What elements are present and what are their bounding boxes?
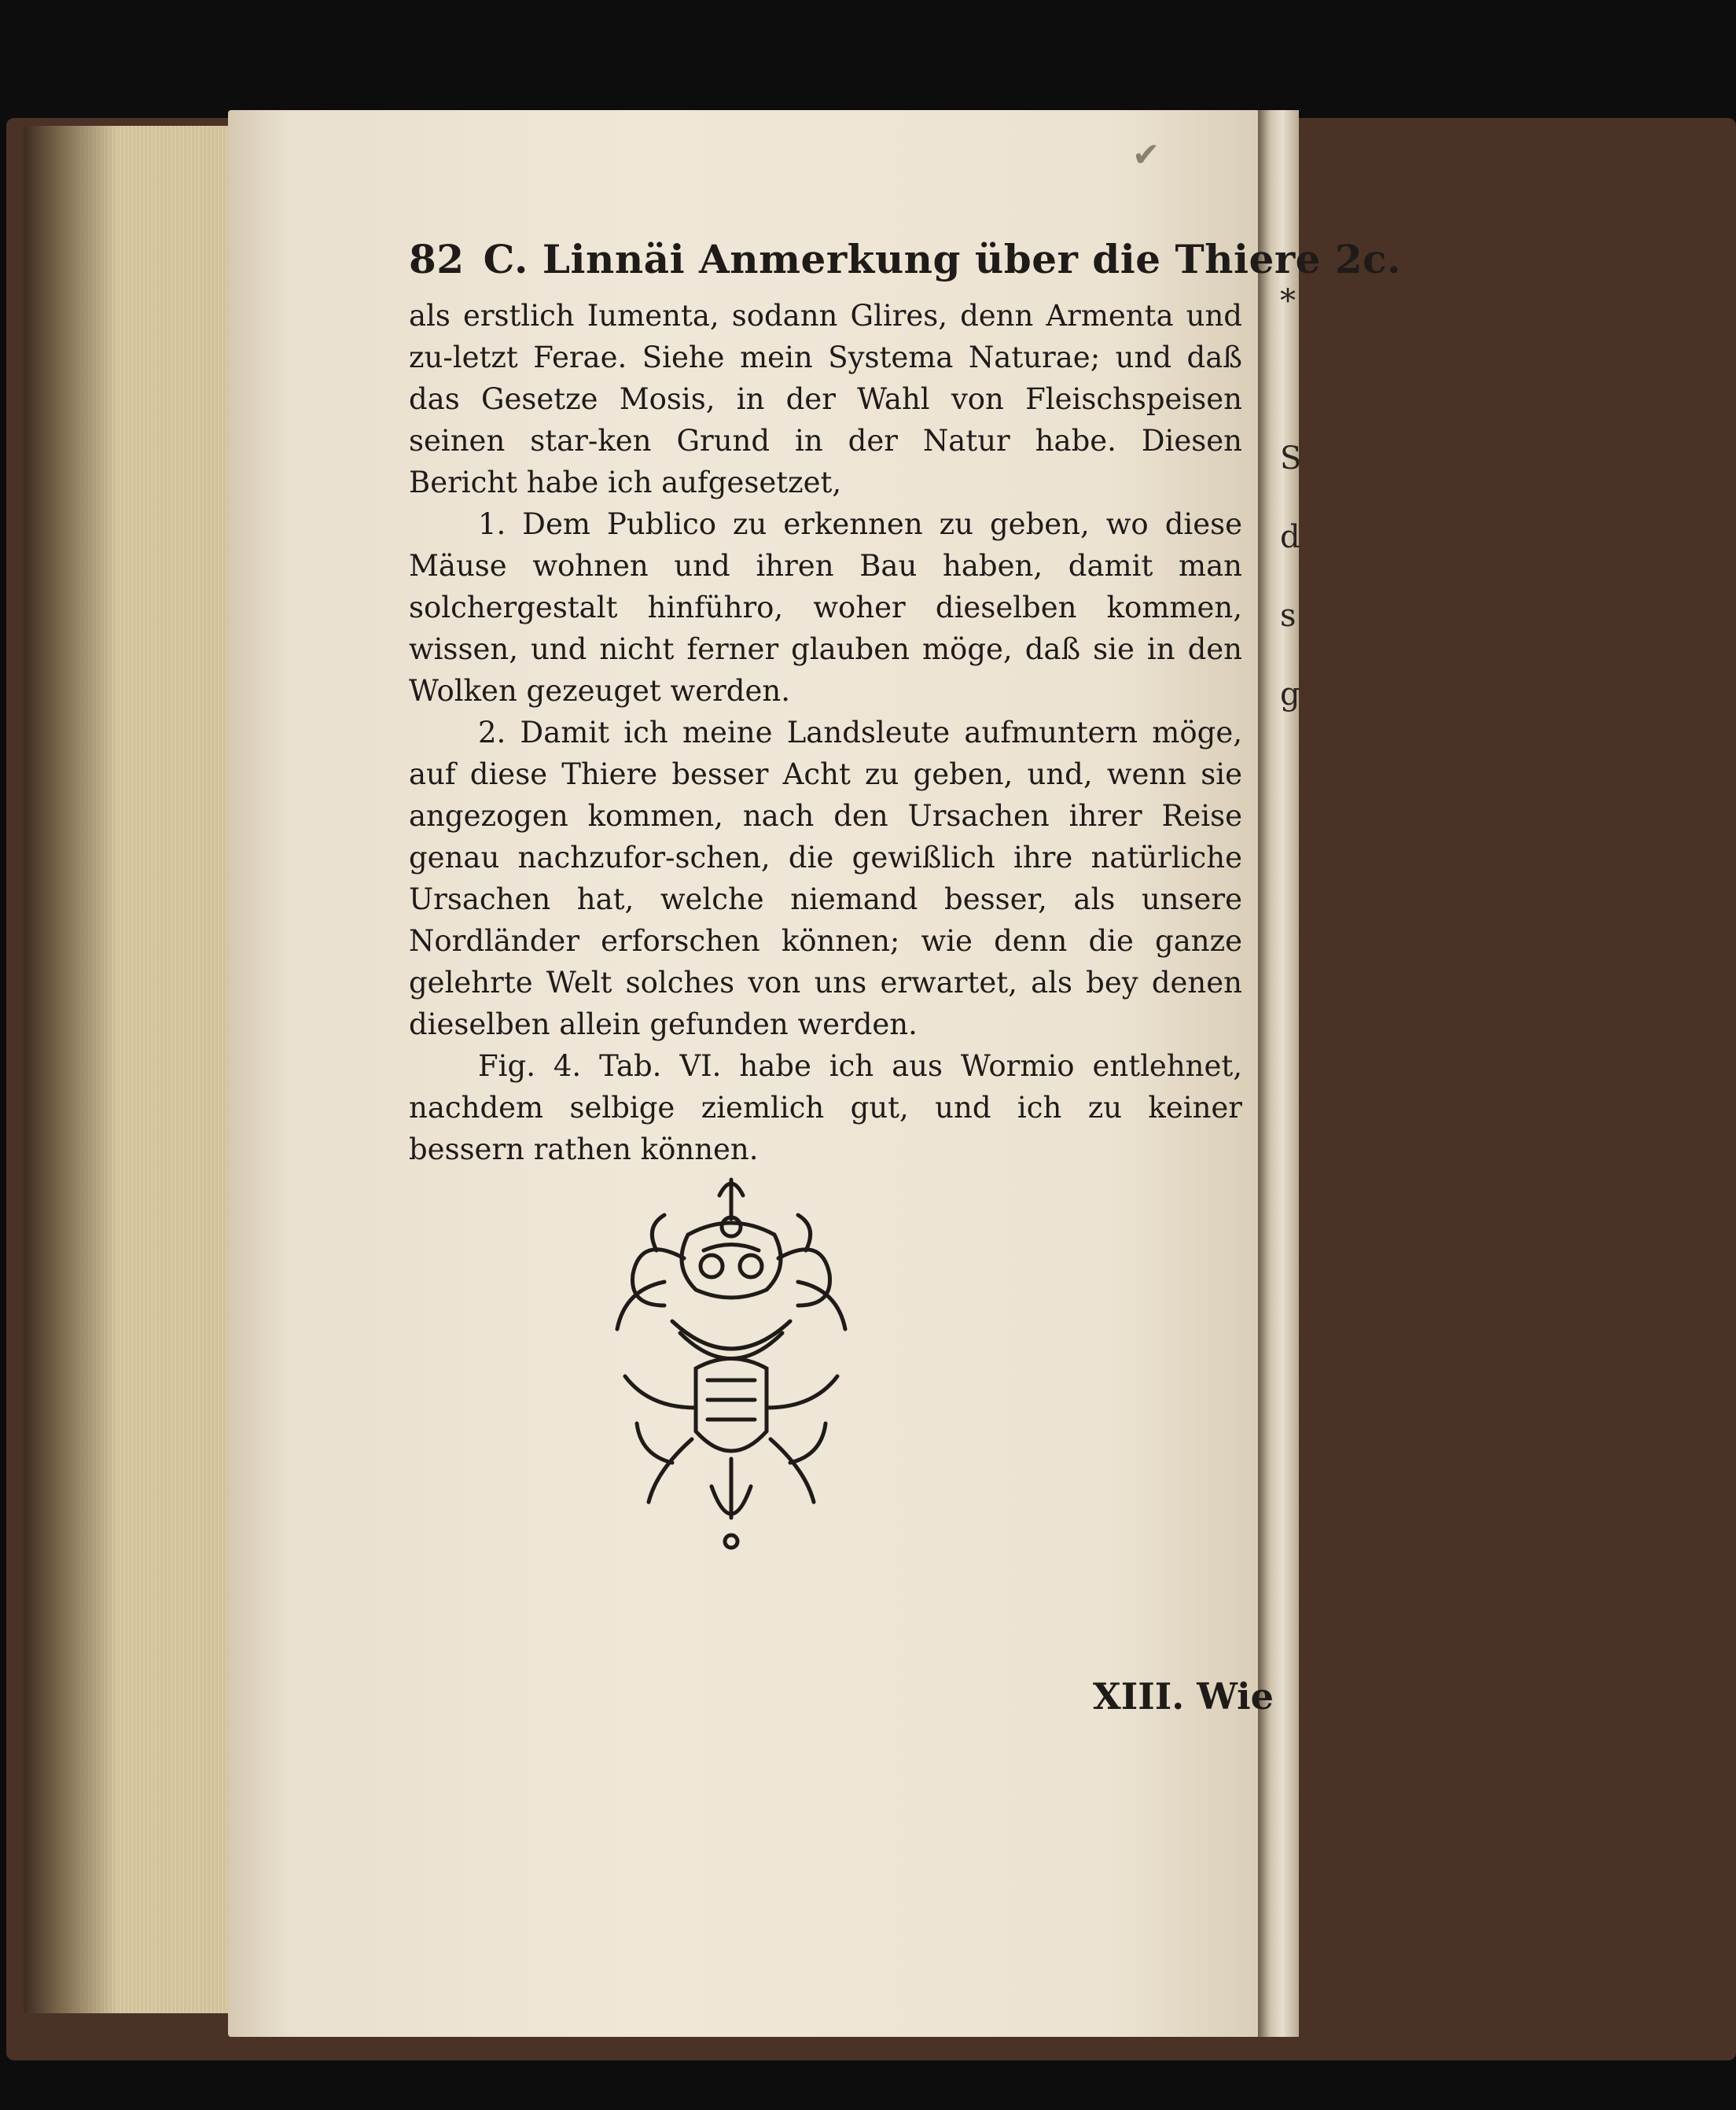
facing-page-edge — [1258, 110, 1302, 2037]
page-title: C. Linnäi Anmerkung über die Thiere 2c. — [483, 236, 1402, 282]
pencil-check-mark: ✔ — [1132, 135, 1160, 174]
facing-page-fragment: d — [1280, 519, 1300, 555]
running-head — [409, 236, 1402, 282]
catchword: XIII. Wie — [1093, 1675, 1274, 1718]
paragraph: Fig. 4. Tab. VI. habe ich aus Wormio entlehnet, nachdem selbige ziemlich gut, und ich zu keiner bessern rathen können. — [409, 1049, 1242, 1166]
facing-page-fragment: g — [1280, 676, 1300, 713]
page-text — [409, 236, 1402, 1170]
paragraph: 2. Damit ich meine Landsleute aufmuntern möge, auf diese Thiere besser Acht zu geben, und, wenn sie angezogen kommen, nach den Ursachen ihrer Reise genau nachzufor-schen, die gewißlich ihre natürliche Ursachen hat, welche niemand besser, als unsere Nordländer erforschen können; wie denn die ganze gelehrte Welt solches von uns erwartet, als bey denen dieselben allein gefunden werden. — [409, 716, 1242, 1041]
floral-ornament — [609, 1172, 853, 1557]
paragraph: 1. Dem Publico zu erkennen zu geben, wo diese Mäuse wohnen und ihren Bau haben, damit man solchergestalt hinführo, woher dieselben kommen, wissen, und nicht ferner glauben möge, daß sie in den Wolken gezeuget werden. — [409, 507, 1242, 708]
facing-page-fragment: * — [1280, 283, 1296, 319]
paragraph: als erstlich Iumenta, sodann Glires, denn Armenta und zu-letzt Ferae. Siehe mein Systema Naturae; und daß das Gesetze Mosis, in der Wahl von Fleischspeisen seinen star-ken Grund in der Natur habe. Diesen Bericht habe ich aufgesetzet, — [409, 299, 1242, 499]
facing-page-fragment: s — [1280, 598, 1296, 634]
page-number: 82 — [409, 236, 465, 282]
facing-page-fragment: S — [1280, 440, 1302, 477]
